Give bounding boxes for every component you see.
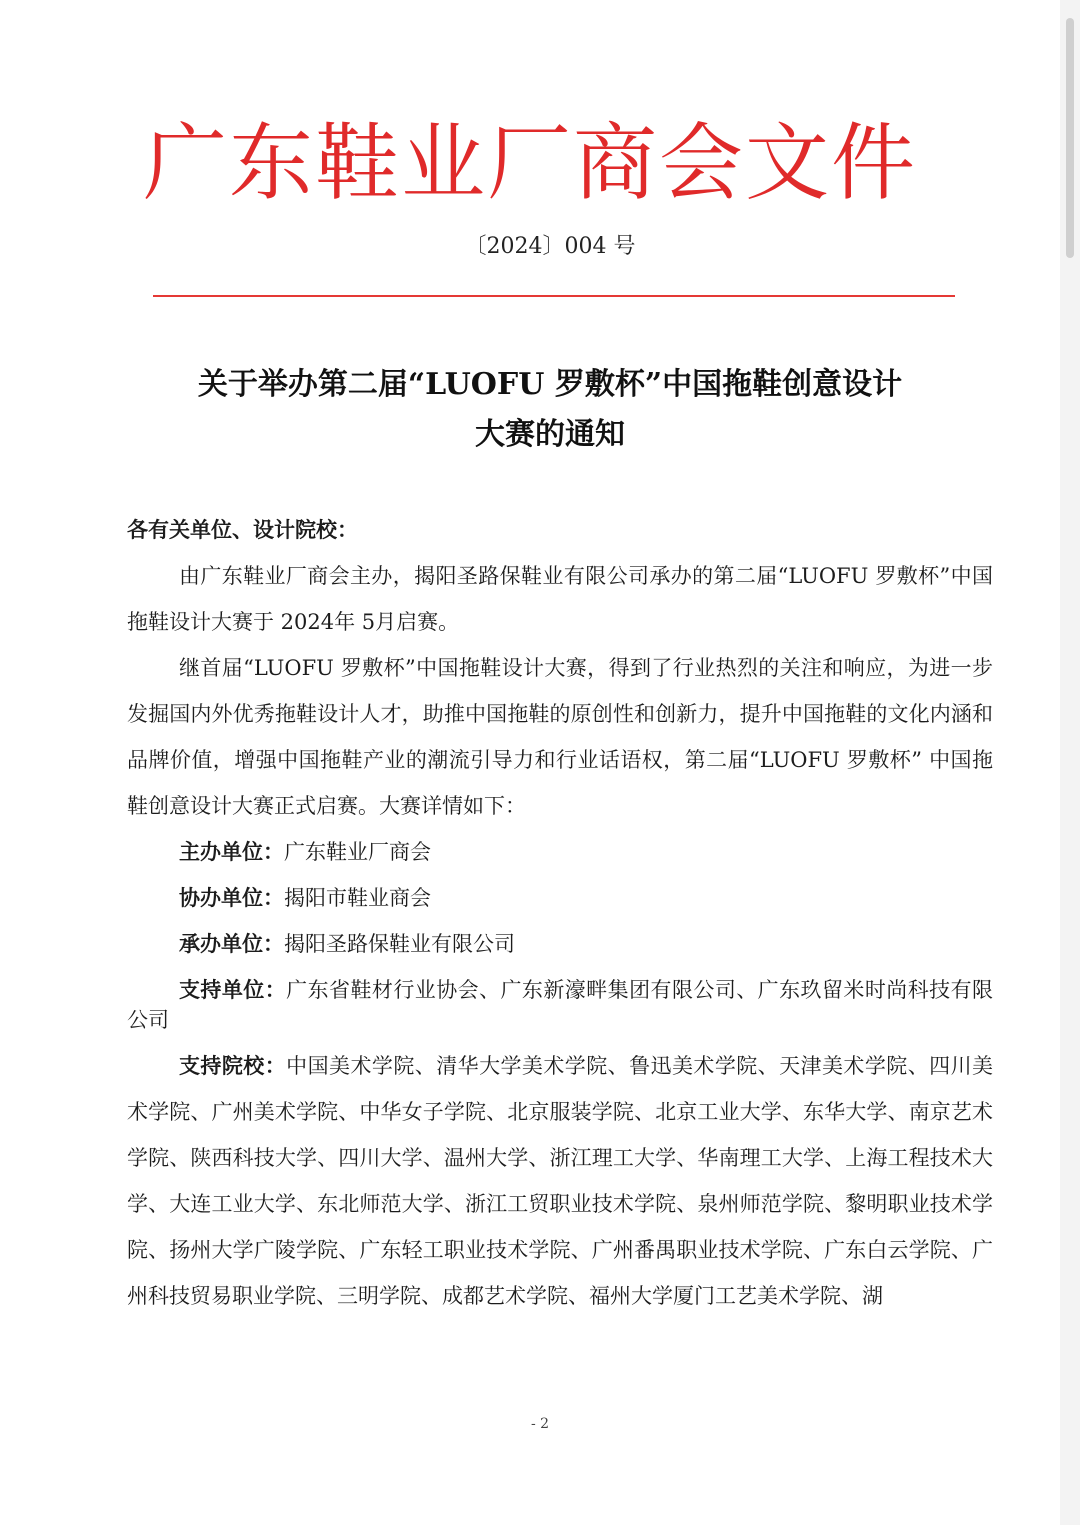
organizer-label: 主办单位：: [179, 839, 284, 864]
schools-value: 中国美术学院、清华大学美术学院、鲁迅美术学院、天津美术学院、四川美术学院、广州美术学院、中华女子学院、北京服装学院、北京工业大学、东华大学、南京艺术学院、陕西科技大学、四川大学、温州大学、浙江理工大学、华南理工大学、上海工程技术大学、大连工业大学、东北师范大学、浙江工贸职业技术学院、泉州师范学院、黎明职业技术学院、扬州大学广陵学院、广东轻工职业技术学院、广州番禺职业技术学院、广东白云学院、广州科技贸易职业学院、三明学院、成都艺术学院、福州大学厦门工艺美术学院、湖: [127, 1054, 994, 1308]
vertical-scrollbar[interactable]: [1060, 0, 1080, 1525]
co-organizer-value: 揭阳市鞋业商会: [284, 886, 431, 910]
undertaker-line: [127, 921, 993, 967]
schools-line: [127, 1043, 993, 1319]
undertaker-label: 承办单位：: [179, 931, 284, 956]
supporter-label: 支持单位：: [179, 977, 287, 1002]
page-number: - 2: [530, 1416, 550, 1432]
supporter-value: 广东省鞋材行业协会、广东新濠畔集团有限公司、广东玖留米时尚科技有限公司: [127, 978, 994, 1032]
salutation: 各有关单位、设计院校：: [127, 517, 358, 542]
paragraph-background: 继首届“LUOFU 罗敷杯”中国拖鞋设计大赛，得到了行业热烈的关注和响应，为进一步发掘国内外优秀拖鞋设计人才，助推中国拖鞋的原创性和创新力，提升中国拖鞋的文化内涵和品牌价值，增强中国拖鞋产业的潮流引导力和行业话语权，第二届“LUOFU 罗敷杯” 中国拖鞋创意设计大赛正式启赛。大赛详情如下：: [127, 656, 993, 818]
notice-title: [0, 360, 1080, 460]
scrollbar-thumb[interactable]: [1066, 18, 1074, 258]
co-organizer-label: 协办单位：: [179, 885, 284, 910]
supporter-line: [127, 967, 993, 1043]
organizer-line: [127, 829, 993, 875]
document-header-title: 广东鞋业厂商会文件: [142, 114, 917, 212]
paragraph-intro: 由广东鞋业厂商会主办，揭阳圣路保鞋业有限公司承办的第二届“LUOFU 罗敷杯”中国拖鞋设计大赛于 2024年 5月启赛。: [127, 564, 993, 634]
document-number: 〔2024〕004 号: [464, 234, 636, 259]
co-organizer-line: [127, 875, 993, 921]
notice-title-line-2: 大赛的通知: [475, 417, 625, 452]
undertaker-value: 揭阳圣路保鞋业有限公司: [284, 932, 515, 956]
notice-body: [127, 507, 993, 1319]
header-divider-line: [153, 295, 955, 297]
notice-title-line-1: 关于举办第二届“LUOFU 罗敷杯”中国拖鞋创意设计: [197, 367, 903, 402]
organizer-value: 广东鞋业厂商会: [284, 840, 431, 864]
schools-label: 支持院校：: [179, 1053, 287, 1078]
